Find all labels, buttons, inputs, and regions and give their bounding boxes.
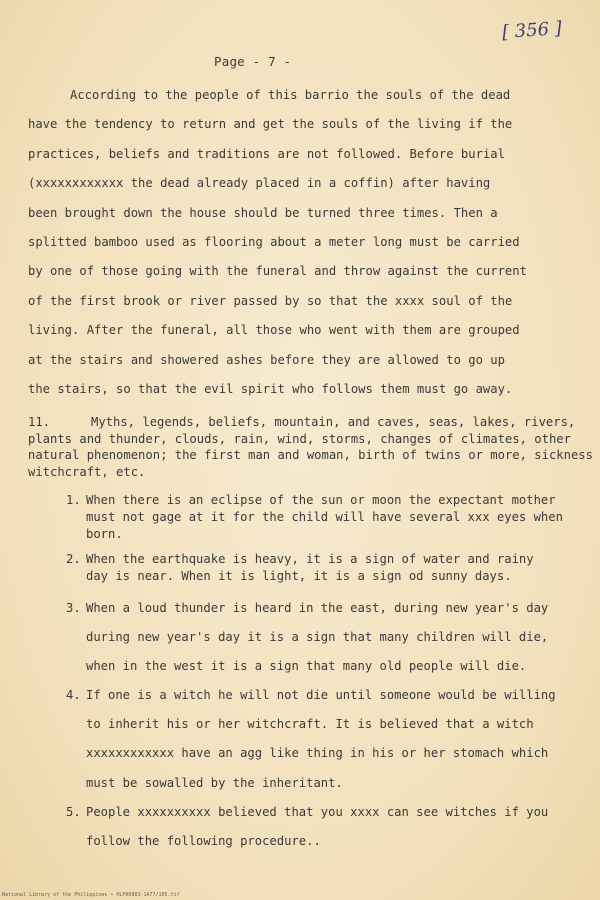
item-text: When a loud thunder is heard in the east, during new year's day — [86, 601, 549, 615]
text-line: of the first brook or river passed by so that the xxxx soul of the — [28, 293, 513, 308]
list-item — [66, 798, 566, 856]
text-line: practices, beliefs and traditions are not followed. Before burial — [28, 146, 505, 161]
text-line: witchcraft, etc. — [28, 464, 146, 479]
text-line — [28, 414, 576, 431]
text-line: have the tendency to return and get the souls of the living if the — [28, 117, 513, 132]
text-line: by one of those going with the funeral and throw against the current — [28, 264, 527, 279]
item-number: 1. — [66, 493, 81, 507]
text-line: follow the following procedure.. — [86, 834, 321, 849]
text-line — [66, 798, 566, 827]
text-line: the stairs, so that the evil spirit who follows them must go away. — [28, 382, 513, 397]
text-line: to inherit his or her witchcraft. It is believed that a witch — [86, 717, 534, 732]
text-line: at the stairs and showered ashes before they are allowed to go up — [28, 352, 505, 367]
item-number: 4. — [66, 688, 81, 702]
list-item — [66, 681, 566, 798]
item-text: When the earthquake is heavy, it is a sign of water and rainy — [86, 552, 534, 566]
item-number: 3. — [66, 601, 81, 615]
item-text: If one is a witch he will not die until someone would be willing — [86, 688, 556, 702]
archive-footer: National Library of the Philippines • HLP00883-1A77/105.tif — [2, 892, 180, 898]
page-header: Page - 7 - — [214, 54, 292, 69]
text-line: natural phenomenon; the first man and woman, birth of twins or more, sickness — [28, 448, 593, 462]
page-number-stamp: [ 356 ] — [501, 17, 563, 44]
item-text: People xxxxxxxxxx believed that you xxxx can see witches if you — [86, 805, 549, 819]
text-line: According to the people of this barrio the souls of the dead — [70, 88, 511, 102]
item-text: When there is an eclipse of the sun or moon the expectant mother — [86, 493, 556, 507]
text-line — [66, 492, 566, 509]
text-line: (xxxxxxxxxxxx the dead already placed in a coffin) after having — [28, 176, 491, 191]
text-line: day is near. When it is light, it is a sign od sunny days. — [86, 569, 512, 583]
text-line — [66, 594, 566, 623]
section-number: 11. — [28, 415, 51, 429]
section-text: Myths, legends, beliefs, mountain, and caves, seas, lakes, rivers, — [91, 415, 576, 429]
text-line: must not gage at it for the child will have several xxx eyes when — [86, 510, 563, 524]
text-line: living. After the funeral, all those who went with them are grouped — [28, 323, 520, 338]
text-line: when in the west it is a sign that many old people will die. — [86, 659, 527, 674]
text-line: splitted bamboo used as flooring about a meter long must be carried — [28, 235, 520, 250]
text-line — [66, 551, 566, 568]
text-line: born. — [86, 527, 123, 541]
section-11-heading — [28, 414, 593, 480]
list-item — [66, 594, 566, 682]
list-item — [66, 492, 566, 543]
text-line: been brought down the house should be turned three times. Then a — [28, 205, 498, 220]
text-line: plants and thunder, clouds, rain, wind, storms, changes of climates, other — [28, 431, 571, 446]
text-line: xxxxxxxxxxxx have an agg like thing in his or her stomach which — [86, 746, 549, 761]
item-number: 2. — [66, 552, 81, 566]
item-number: 5. — [66, 805, 81, 819]
text-line: must be sowalled by the inheritant. — [86, 775, 343, 790]
text-line — [66, 681, 566, 710]
text-line: during new year's day it is a sign that many children will die, — [86, 630, 549, 645]
paragraph-souls-of-dead — [28, 81, 573, 404]
list-item — [66, 551, 566, 585]
